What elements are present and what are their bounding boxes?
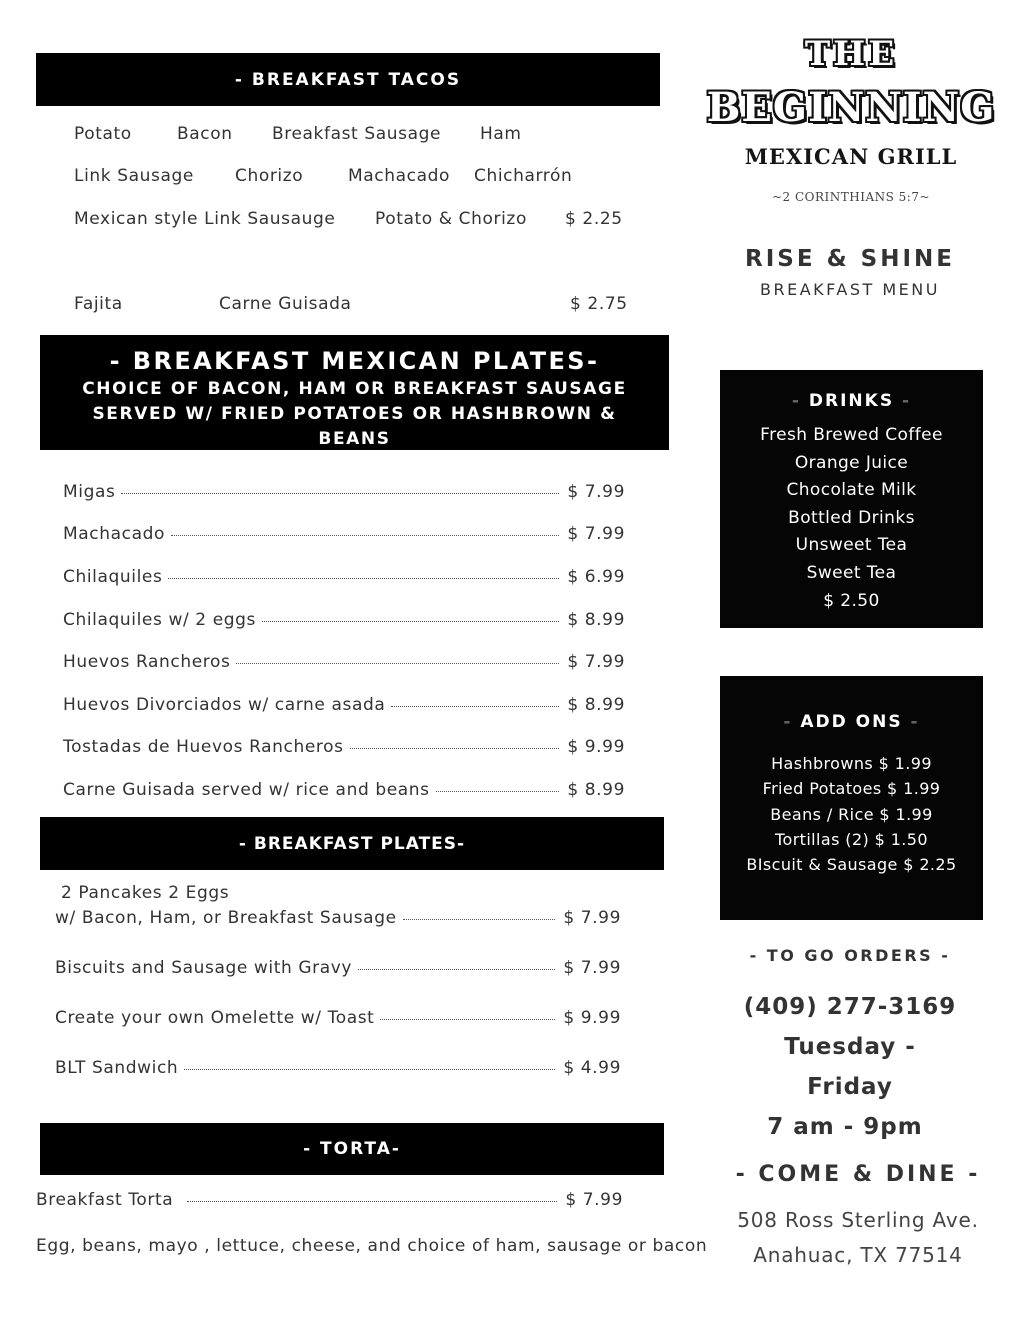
- taco-chorizo: Chorizo: [235, 166, 304, 186]
- item-price: $ 7.99: [565, 1190, 623, 1210]
- days-open-line1: Tuesday -: [784, 1034, 916, 1060]
- add-on-item: Hashbrowns $ 1.99: [771, 754, 932, 773]
- leader-dots: [168, 578, 559, 579]
- item-price: $ 4.99: [563, 1058, 621, 1078]
- add-ons-dash-left: -: [783, 712, 793, 732]
- torta-description: Egg, beans, mayo , lettuce, cheese, and choice of ham, sausage or bacon: [36, 1236, 708, 1256]
- add-ons-box: [720, 676, 983, 920]
- list-item: [63, 780, 625, 800]
- item-name: BLT Sandwich: [55, 1058, 179, 1078]
- item-price: $ 7.99: [567, 482, 625, 502]
- leader-dots: [350, 748, 559, 749]
- item-name: Chilaquiles w/ 2 eggs: [63, 610, 256, 630]
- mexican-plates-sub2: SERVED W/ FRIED POTATOES OR HASHBROWN &: [92, 404, 617, 424]
- drink-item: Chocolate Milk: [786, 480, 917, 501]
- mexican-plates-sub3: BEANS: [318, 429, 391, 449]
- leader-dots: [184, 1069, 555, 1070]
- list-item: [36, 1190, 623, 1210]
- leader-dots: [121, 493, 559, 494]
- pancakes-line1: 2 Pancakes 2 Eggs: [61, 883, 230, 903]
- logo-line-the: THE: [804, 34, 898, 74]
- taco-price-standard: $ 2.25: [565, 209, 623, 229]
- item-price: $ 9.99: [563, 1008, 621, 1028]
- add-on-item: Beans / Rice $ 1.99: [770, 804, 933, 824]
- item-name: Carne Guisada served w/ rice and beans: [63, 780, 430, 800]
- item-name: Huevos Divorciados w/ carne asada: [63, 695, 386, 715]
- address-line1: 508 Ross Sterling Ave.: [737, 1208, 979, 1232]
- item-name: Tostadas de Huevos Rancheros: [63, 737, 344, 757]
- drink-item: Sweet Tea: [806, 562, 897, 583]
- tagline-rise-shine: RISE & SHINE: [745, 246, 955, 272]
- drink-item: Fresh Brewed Coffee: [760, 425, 943, 445]
- list-item: [63, 482, 625, 502]
- breakfast-tacos-header: [36, 53, 660, 106]
- taco-carne-guisada: Carne Guisada: [219, 294, 352, 314]
- taco-fajita: Fajita: [74, 294, 123, 314]
- logo-line-beginning: BEGINNING: [706, 84, 996, 131]
- leader-dots: [171, 535, 559, 536]
- days-open-line2: Friday: [807, 1074, 893, 1100]
- item-price: $ 8.99: [567, 780, 625, 800]
- leader-dots: [436, 791, 559, 792]
- tagline-breakfast-menu: BREAKFAST MENU: [760, 280, 940, 299]
- drinks-price: $ 2.50: [823, 590, 880, 611]
- add-on-item: Fried Potatoes $ 1.99: [762, 779, 941, 799]
- phone-number: (409) 277-3169: [743, 994, 957, 1020]
- taco-potato-chorizo: Potato & Chorizo: [375, 209, 527, 229]
- item-name: Chilaquiles: [63, 567, 163, 587]
- add-ons-title-row: [720, 711, 983, 733]
- list-item: [55, 1008, 621, 1028]
- item-name: Huevos Rancheros: [63, 652, 231, 672]
- taco-link-sausage: Link Sausage: [74, 166, 194, 186]
- come-dine-label: - COME & DINE -: [735, 1162, 981, 1187]
- taco-chicharron: Chicharrón: [474, 166, 573, 186]
- taco-ham: Ham: [480, 124, 522, 144]
- mexican-plates-title: - BREAKFAST MEXICAN PLATES-: [109, 347, 600, 375]
- address-line2: Anahuac, TX 77514: [753, 1243, 963, 1267]
- leader-dots: [391, 706, 559, 707]
- add-on-item: BIscuit & Sausage $ 2.25: [746, 855, 957, 875]
- taco-price-premium: $ 2.75: [570, 294, 628, 314]
- add-ons-dash-right: -: [910, 712, 920, 732]
- item-name: w/ Bacon, Ham, or Breakfast Sausage: [55, 908, 397, 928]
- drink-item: Unsweet Tea: [795, 535, 908, 556]
- drinks-box: [720, 370, 983, 628]
- item-name: Biscuits and Sausage with Gravy: [55, 958, 353, 978]
- item-name: Migas: [63, 482, 116, 502]
- item-price: $ 8.99: [567, 695, 625, 715]
- leader-dots: [262, 621, 559, 622]
- item-price: $ 7.99: [563, 908, 621, 928]
- item-name: Breakfast Torta: [36, 1190, 174, 1210]
- drink-item: Orange Juice: [794, 452, 909, 473]
- leader-dots: [358, 969, 555, 970]
- taco-mexican-link-sausage: Mexican style Link Sausauge: [74, 209, 336, 229]
- item-price: $ 6.99: [567, 567, 625, 587]
- mexican-plates-sub1: CHOICE OF BACON, HAM OR BREAKFAST SAUSAGE: [82, 379, 627, 399]
- leader-dots: [380, 1019, 555, 1020]
- item-price: $ 7.99: [567, 652, 625, 672]
- list-item: [63, 737, 625, 757]
- drinks-title-row: [720, 390, 983, 412]
- opening-hours: 7 am - 9pm: [767, 1114, 923, 1140]
- torta-header: [40, 1123, 664, 1175]
- item-name: Create your own Omelette w/ Toast: [55, 1008, 375, 1028]
- torta-title: - TORTA-: [303, 1139, 401, 1159]
- logo-line-mexican-grill: MEXICAN GRILL: [744, 144, 958, 169]
- list-item: [63, 652, 625, 672]
- taco-breakfast-sausage: Breakfast Sausage: [272, 124, 442, 144]
- item-price: $ 7.99: [567, 524, 625, 544]
- taco-bacon: Bacon: [177, 124, 233, 144]
- to-go-orders-label: - TO GO ORDERS -: [749, 946, 951, 965]
- item-price: $ 9.99: [567, 737, 625, 757]
- leader-dots: [236, 663, 559, 664]
- add-ons-title: ADD ONS: [800, 712, 903, 732]
- list-item: [63, 567, 625, 587]
- item-name: Machacado: [63, 524, 165, 544]
- leader-dots: [403, 919, 555, 920]
- bible-verse: ~2 CORINTHIANS 5:7~: [771, 190, 931, 204]
- drinks-dash-right: -: [902, 391, 912, 411]
- breakfast-plates-header: [40, 817, 664, 870]
- item-price: $ 8.99: [567, 610, 625, 630]
- breakfast-tacos-title: - BREAKFAST TACOS: [234, 69, 462, 90]
- drink-item: Bottled Drinks: [788, 507, 915, 528]
- list-item: [63, 695, 625, 715]
- taco-machacado: Machacado: [348, 166, 450, 186]
- list-item: [55, 958, 621, 978]
- list-item: [55, 1058, 621, 1078]
- add-on-item: Tortillas (2) $ 1.50: [775, 829, 928, 849]
- list-item: [63, 610, 625, 630]
- taco-potato: Potato: [74, 124, 132, 144]
- drinks-title: DRINKS: [808, 391, 895, 411]
- mexican-plates-header: [40, 335, 669, 450]
- breakfast-plates-title: - BREAKFAST PLATES-: [238, 833, 466, 854]
- leader-dots: [187, 1201, 557, 1202]
- drinks-dash-left: -: [791, 391, 801, 411]
- list-item: [63, 524, 625, 544]
- list-item: [55, 908, 621, 928]
- item-price: $ 7.99: [563, 958, 621, 978]
